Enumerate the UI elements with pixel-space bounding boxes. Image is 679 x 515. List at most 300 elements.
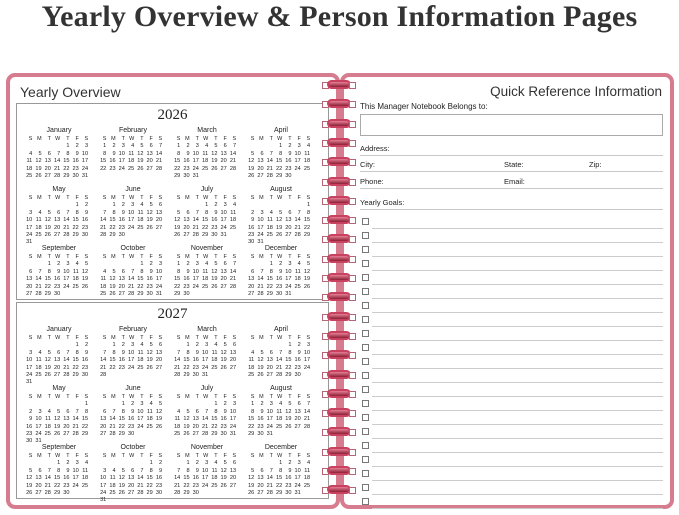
day-number: 25 [137, 364, 144, 371]
page-banner-title: Yearly Overview & Person Information Pages [41, 0, 638, 33]
day-number: 1 [306, 202, 311, 209]
day-number: 11 [202, 268, 209, 275]
day-number: 28 [229, 165, 237, 172]
day-number: 15 [100, 158, 107, 165]
day-number: 25 [211, 482, 218, 489]
day-number: 19 [285, 416, 292, 423]
day-number: 13 [118, 276, 125, 283]
month-calendar [171, 244, 243, 298]
day-number: 15 [211, 416, 218, 423]
spiral-coil [322, 369, 356, 382]
day-number: 7 [269, 467, 273, 474]
goal-row[interactable] [360, 495, 663, 509]
empty-day [51, 401, 60, 408]
day-number: 26 [257, 372, 264, 379]
goal-row[interactable] [360, 369, 663, 383]
day-number: 31 [285, 291, 292, 298]
day-number: 22 [53, 482, 61, 489]
month-calendar [245, 325, 317, 379]
day-number: 17 [294, 475, 301, 482]
day-number: 16 [109, 158, 116, 165]
day-number: 26 [220, 364, 227, 371]
spiral-coil [322, 79, 356, 92]
goal-row[interactable] [360, 327, 663, 341]
day-number: 5 [47, 209, 51, 216]
spiral-coil [322, 176, 356, 189]
month-name: December [264, 444, 298, 451]
day-number: 20 [248, 283, 255, 290]
day-number: 26 [137, 165, 144, 172]
coil-wire [327, 196, 351, 205]
weekday-header: T [66, 195, 70, 201]
weekday-header: S [306, 335, 311, 341]
day-number: 9 [214, 209, 218, 216]
empty-day [254, 460, 263, 467]
right-page-title: Quick Reference Information [490, 84, 662, 99]
day-number: 17 [294, 158, 301, 165]
day-number: 18 [174, 423, 181, 430]
weekday-header: S [84, 394, 89, 400]
day-number: 10 [155, 268, 163, 275]
goal-checkbox[interactable] [362, 344, 369, 351]
coil-wire [327, 350, 351, 359]
weekday-header: T [47, 254, 51, 260]
weekday-header: W [55, 195, 61, 201]
day-number: 2 [29, 408, 33, 415]
day-number: 27 [220, 283, 227, 290]
day-number: 13 [155, 209, 163, 216]
day-number: 23 [127, 423, 135, 430]
day-number: 29 [118, 431, 125, 438]
day-number: 18 [266, 224, 273, 231]
day-number: 17 [81, 158, 89, 165]
day-number: 22 [303, 224, 311, 231]
day-number: 2 [195, 460, 199, 467]
day-number: 19 [44, 364, 51, 371]
day-number: 18 [26, 165, 33, 172]
day-grid [97, 136, 169, 173]
day-number: 9 [112, 150, 116, 157]
day-number: 21 [201, 423, 209, 430]
weekday-header: F [223, 254, 227, 260]
weekday-header: T [66, 335, 70, 341]
goal-row[interactable] [360, 229, 663, 243]
day-number: 10 [257, 217, 264, 224]
day-number: 21 [72, 423, 79, 430]
empty-day [51, 202, 60, 209]
weekday-header: T [195, 394, 199, 400]
day-number: 29 [275, 490, 283, 497]
day-number: 3 [297, 143, 301, 150]
day-number: 29 [53, 490, 61, 497]
goal-row[interactable] [360, 257, 663, 271]
day-number: 24 [35, 431, 42, 438]
day-number: 4 [29, 150, 33, 157]
empty-day [190, 401, 199, 408]
day-number: 5 [140, 143, 144, 150]
day-number: 16 [63, 475, 70, 482]
day-number: 16 [211, 217, 218, 224]
weekday-header: M [111, 136, 116, 142]
weekday-header: W [203, 394, 209, 400]
goal-row[interactable] [360, 397, 663, 411]
goal-row[interactable] [360, 271, 663, 285]
day-number: 18 [303, 158, 311, 165]
day-number: 18 [201, 276, 209, 283]
day-number: 12 [183, 416, 190, 423]
day-number: 26 [81, 283, 89, 290]
goal-checkbox[interactable] [362, 386, 369, 393]
empty-day [32, 261, 41, 268]
day-number: 19 [146, 217, 153, 224]
day-number: 4 [205, 261, 209, 268]
goal-checkbox[interactable] [362, 456, 369, 463]
punch-hole [349, 121, 356, 128]
day-number: 12 [26, 475, 33, 482]
goal-row[interactable] [360, 453, 663, 467]
day-number: 5 [121, 467, 125, 474]
day-number: 6 [269, 349, 273, 356]
weekday-header: W [55, 394, 61, 400]
weekday-header: S [232, 195, 237, 201]
weekday-header: M [37, 394, 42, 400]
day-number: 14 [72, 416, 79, 423]
goal-checkbox[interactable] [362, 218, 369, 225]
weekday-header: F [297, 136, 301, 142]
day-number: 13 [220, 150, 227, 157]
month-name: August [270, 385, 292, 392]
day-number: 22 [72, 224, 79, 231]
day-number: 30 [81, 232, 89, 239]
empty-day [199, 401, 208, 408]
weekday-header: S [84, 254, 89, 260]
phone-label: Phone: [360, 177, 384, 186]
empty-day [23, 342, 32, 349]
weekday-header: S [102, 254, 107, 260]
day-number: 23 [192, 364, 199, 371]
day-number: 2 [297, 342, 301, 349]
day-number: 18 [127, 158, 135, 165]
goal-checkbox[interactable] [362, 330, 369, 337]
day-number: 13 [220, 268, 227, 275]
day-number: 10 [201, 467, 209, 474]
day-number: 7 [158, 143, 163, 150]
goal-checkbox[interactable] [362, 316, 369, 323]
day-number: 18 [81, 475, 89, 482]
day-number: 25 [294, 283, 301, 290]
day-number: 12 [146, 349, 153, 356]
goal-checkbox[interactable] [362, 302, 369, 309]
day-number: 14 [229, 268, 237, 275]
day-number: 1 [177, 261, 181, 268]
goal-row[interactable] [360, 215, 663, 229]
goal-checkbox[interactable] [362, 498, 369, 505]
day-number: 28 [53, 173, 61, 180]
day-number: 4 [140, 202, 144, 209]
day-number: 6 [57, 209, 61, 216]
day-number: 23 [285, 482, 292, 489]
day-number: 7 [75, 408, 79, 415]
weekday-header: S [250, 394, 255, 400]
day-number: 19 [248, 482, 255, 489]
goal-row[interactable] [360, 411, 663, 425]
goal-checkbox[interactable] [362, 288, 369, 295]
empty-day [106, 460, 115, 467]
empty-day [180, 401, 189, 408]
punch-hole [349, 294, 356, 301]
day-number: 15 [53, 475, 61, 482]
city-line[interactable] [360, 171, 663, 172]
day-number: 17 [303, 357, 311, 364]
goal-row[interactable] [360, 439, 663, 453]
goal-row[interactable] [360, 467, 663, 481]
day-number: 28 [303, 423, 311, 430]
day-number: 24 [294, 165, 301, 172]
day-number: 29 [183, 490, 190, 497]
day-number: 25 [35, 372, 42, 379]
day-number: 28 [257, 291, 264, 298]
month-calendar [97, 126, 169, 173]
day-number: 5 [214, 143, 218, 150]
day-number: 29 [146, 490, 153, 497]
month-calendar [245, 244, 317, 298]
goal-row[interactable] [360, 341, 663, 355]
day-number: 9 [149, 268, 153, 275]
month-name: January [46, 326, 72, 333]
month-name: August [270, 186, 292, 193]
day-number: 20 [266, 364, 273, 371]
day-number: 20 [146, 158, 153, 165]
day-number: 15 [285, 357, 292, 364]
goal-checkbox[interactable] [362, 414, 369, 421]
goal-row[interactable] [360, 481, 663, 495]
weekday-header: T [140, 195, 144, 201]
goal-checkbox[interactable] [362, 246, 369, 253]
day-number: 22 [266, 283, 273, 290]
goal-row[interactable] [360, 425, 663, 439]
day-number: 6 [297, 401, 301, 408]
day-number: 15 [183, 475, 190, 482]
month-calendar [23, 384, 95, 446]
empty-day [97, 202, 106, 209]
day-number: 19 [118, 482, 125, 489]
day-number: 4 [232, 202, 237, 209]
goal-checkbox[interactable] [362, 400, 369, 407]
goal-row[interactable] [360, 299, 663, 313]
coil-wire [327, 370, 351, 379]
empty-day [171, 342, 180, 349]
month-calendar [245, 185, 317, 247]
day-number: 14 [303, 408, 311, 415]
empty-day [23, 143, 32, 150]
day-number: 9 [84, 349, 89, 356]
month-calendar [97, 443, 169, 505]
day-number: 21 [266, 482, 273, 489]
day-number: 5 [186, 408, 190, 415]
day-grid [23, 335, 95, 387]
day-number: 23 [285, 165, 292, 172]
day-number: 7 [205, 408, 209, 415]
coil-wire [327, 234, 351, 243]
day-number: 16 [192, 475, 199, 482]
day-number: 11 [267, 217, 273, 224]
day-number: 18 [44, 423, 51, 430]
goal-checkbox[interactable] [362, 260, 369, 267]
goal-checkbox[interactable] [362, 442, 369, 449]
day-number: 9 [121, 209, 125, 216]
day-number: 6 [251, 268, 255, 275]
day-number: 24 [100, 490, 107, 497]
day-number: 17 [201, 357, 209, 364]
day-number: 16 [127, 416, 135, 423]
day-number: 21 [155, 158, 163, 165]
goal-checkbox[interactable] [362, 358, 369, 365]
empty-day [273, 202, 282, 209]
day-number: 2 [279, 261, 283, 268]
day-number: 25 [229, 224, 237, 231]
day-number: 5 [223, 460, 227, 467]
day-number: 25 [72, 283, 79, 290]
empty-day [264, 342, 273, 349]
day-number: 26 [146, 364, 153, 371]
coil-wire [327, 99, 351, 108]
day-grid [23, 394, 95, 446]
weekday-header: S [232, 394, 237, 400]
day-number: 14 [192, 217, 199, 224]
day-number: 9 [288, 467, 292, 474]
day-number: 4 [306, 143, 311, 150]
goal-checkbox[interactable] [362, 372, 369, 379]
empty-day [171, 460, 180, 467]
weekday-header: M [185, 394, 190, 400]
day-number: 31 [100, 497, 107, 504]
day-number: 2 [112, 143, 116, 150]
belongs-label: This Manager Notebook Belongs to: [360, 102, 488, 111]
day-number: 3 [205, 460, 209, 467]
day-number: 5 [57, 408, 61, 415]
day-number: 8 [288, 349, 292, 356]
day-number: 16 [285, 475, 292, 482]
day-number: 23 [155, 482, 163, 489]
day-number: 25 [35, 232, 42, 239]
day-number: 6 [66, 408, 70, 415]
day-number: 13 [35, 475, 42, 482]
address-line[interactable] [360, 155, 663, 156]
day-number: 21 [266, 165, 273, 172]
day-number: 17 [220, 217, 227, 224]
weekday-header: F [75, 453, 79, 459]
weekday-header: M [111, 195, 116, 201]
day-grid [171, 453, 243, 497]
day-number: 26 [53, 431, 61, 438]
day-number: 20 [229, 475, 237, 482]
goal-row[interactable] [360, 313, 663, 327]
day-number: 10 [81, 150, 89, 157]
day-number: 21 [44, 482, 51, 489]
goal-row[interactable] [360, 285, 663, 299]
day-number: 18 [137, 217, 144, 224]
empty-day [264, 460, 273, 467]
day-number: 6 [149, 143, 153, 150]
punch-hole [349, 333, 356, 340]
day-number: 31 [35, 438, 42, 445]
day-number: 30 [220, 431, 227, 438]
day-number: 22 [81, 423, 89, 430]
day-number: 10 [229, 408, 237, 415]
weekday-header: S [102, 195, 107, 201]
day-number: 2 [158, 460, 163, 467]
goal-checkbox[interactable] [362, 232, 369, 239]
day-number: 18 [303, 475, 311, 482]
goal-checkbox[interactable] [362, 274, 369, 281]
day-number: 20 [26, 283, 33, 290]
day-grid [97, 254, 169, 298]
day-number: 2 [214, 202, 218, 209]
weekday-header: T [47, 335, 51, 341]
punch-hole [349, 352, 356, 359]
day-number: 16 [26, 423, 33, 430]
goal-row[interactable] [360, 383, 663, 397]
day-number: 16 [155, 475, 163, 482]
goal-checkbox[interactable] [362, 428, 369, 435]
day-number: 14 [53, 158, 61, 165]
day-number: 3 [75, 460, 79, 467]
weekday-header: M [259, 335, 264, 341]
day-number: 11 [294, 268, 301, 275]
day-number: 17 [137, 416, 144, 423]
day-number: 22 [109, 364, 116, 371]
weekday-header: S [176, 453, 181, 459]
day-number: 5 [288, 401, 292, 408]
day-number: 5 [260, 349, 264, 356]
empty-day [254, 202, 263, 209]
phone-line[interactable] [360, 188, 663, 189]
empty-day [97, 342, 106, 349]
month-name: October [120, 245, 146, 252]
goal-checkbox[interactable] [362, 470, 369, 477]
day-number: 11 [72, 268, 79, 275]
weekday-header: F [149, 394, 153, 400]
day-number: 12 [257, 357, 264, 364]
coil-wire [327, 389, 351, 398]
day-number: 26 [44, 372, 51, 379]
day-number: 15 [303, 217, 311, 224]
day-number: 7 [297, 209, 301, 216]
weekday-header: W [277, 394, 283, 400]
month-name: June [125, 385, 141, 392]
day-number: 29 [44, 291, 51, 298]
day-number: 27 [294, 423, 301, 430]
day-number: 8 [306, 209, 311, 216]
day-number: 19 [275, 224, 283, 231]
day-number: 1 [84, 401, 89, 408]
month-calendar [23, 185, 95, 247]
empty-day [134, 460, 143, 467]
weekday-header: F [75, 335, 79, 341]
goal-row[interactable] [360, 243, 663, 257]
day-number: 10 [294, 150, 301, 157]
day-number: 12 [211, 268, 218, 275]
owner-name-field[interactable] [360, 114, 663, 136]
day-number: 5 [251, 150, 255, 157]
day-grid [97, 195, 169, 239]
day-number: 12 [53, 416, 61, 423]
goal-row[interactable] [360, 355, 663, 369]
day-number: 9 [186, 268, 190, 275]
goal-checkbox[interactable] [362, 484, 369, 491]
empty-day [125, 460, 134, 467]
day-number: 23 [109, 165, 116, 172]
